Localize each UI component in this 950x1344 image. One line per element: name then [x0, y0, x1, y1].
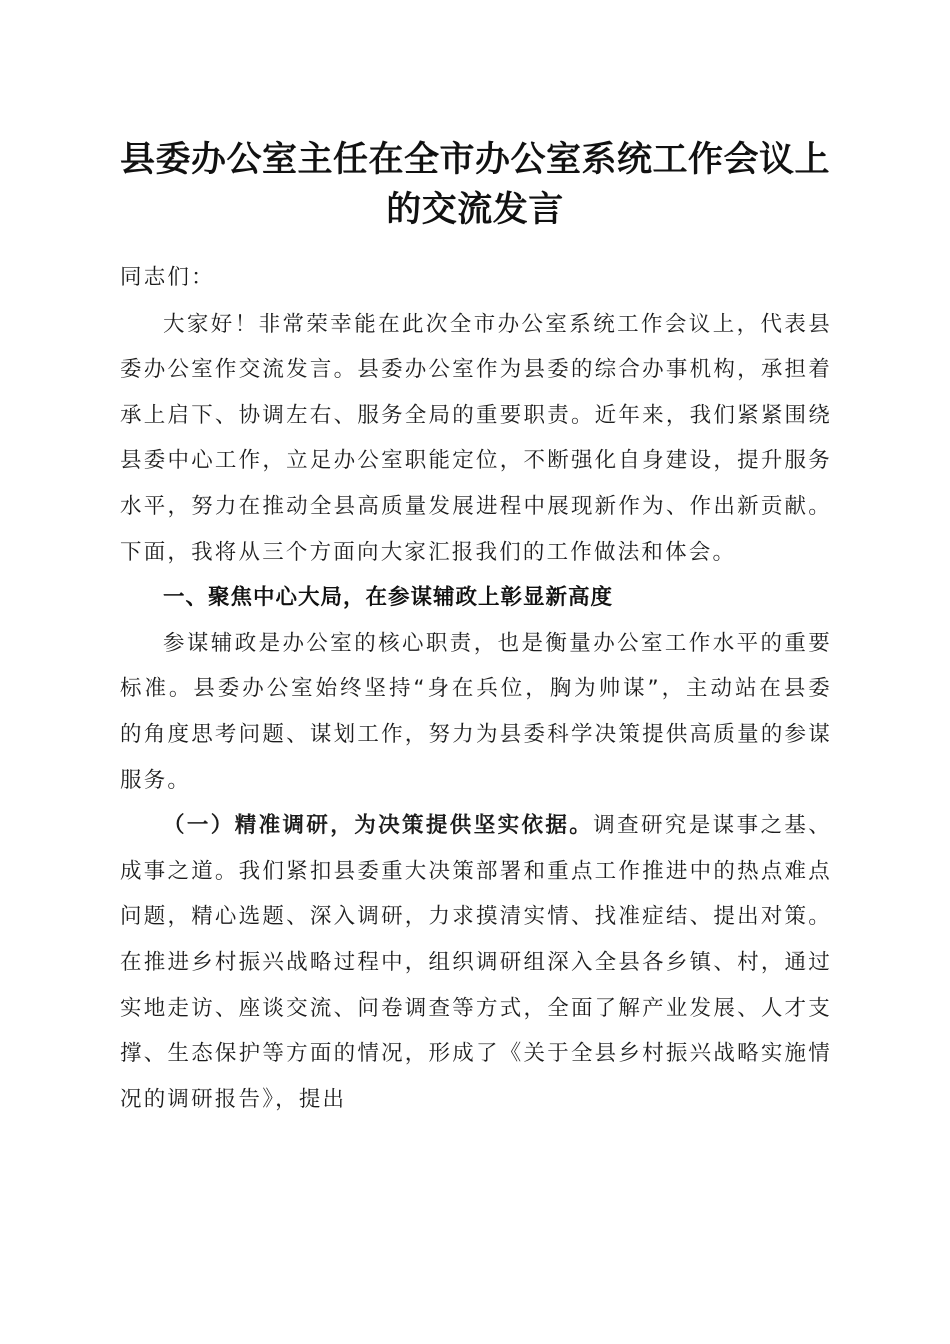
subsection-1-heading: （一）精准调研，为决策提供坚实依据。	[163, 813, 594, 839]
section-1-paragraph: 参谋辅政是办公室的核心职责，也是衡量办公室工作水平的重要标准。县委办公室始终坚持“身在兵位，胸为帅谋”，主动站在县委的角度思考问题、谋划工作，努力为县委科学决策提供高质量的参谋服务。	[120, 630, 832, 793]
title-line-1: 县委办公室主任在全市办公室系统工作会议上	[119, 139, 830, 180]
intro-paragraph: 大家好！非常荣幸能在此次全市办公室系统工作会议上，代表县委办公室作交流发言。县委办公室作为县委的综合办事机构，承担着承上启下、协调左右、服务全局的重要职责。近年来，我们紧紧围绕县委中心工作，立足办公室职能定位，不断强化自身建设，提升服务水平，努力在推动全县高质量发展进程中展现新作为、作出新贡献。下面，我将从三个方面向大家汇报我们的工作做法和体会。	[120, 311, 832, 565]
section-1-heading: 一、聚焦中心大局，在参谋辅政上彰显新高度	[163, 585, 614, 611]
greeting: 同志们：	[120, 265, 215, 290]
document-title	[110, 135, 840, 235]
title-line-2: 的交流发言	[386, 189, 564, 230]
subsection-1-text: 调查研究是谋事之基、成事之道。我们紧扣县委重大决策部署和重点工作推进中的热点难点问题，精心选题、深入调研，力求摸清实情、找准症结、提出对策。在推进乡村振兴战略过程中，组织调研组深入全县各乡镇、村，通过实地走访、座谈交流、问卷调查等方式，全面了解产业发展、人才支撑、生态保护等方面的情况，形成了《关于全县乡村振兴战略实施情况的调研报告》，提出	[120, 813, 832, 1112]
document-body	[120, 255, 832, 1122]
subsection-1-paragraph	[120, 803, 832, 1122]
